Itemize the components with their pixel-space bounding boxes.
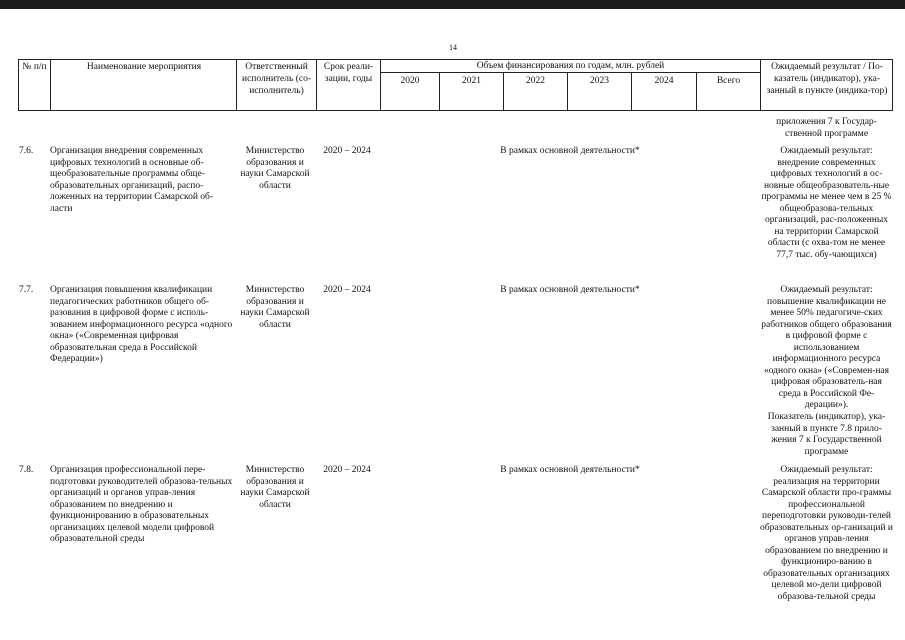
header-result: Ожидаемый результат / По-казатель (индикатор), ука-занный в пункте (индика-тор) xyxy=(766,62,888,96)
row-name: Организация повышения квалификации педагогических работников общего об-разования в цифровой форме с исполь-зованием информационного ресурса «одного окна» («Современная цифровая образовательная среда в Российской Федерации») xyxy=(50,285,233,364)
header-financing: Объем финансирования по годам, млн. рублей xyxy=(476,61,665,71)
row-term: 2020 – 2024 xyxy=(323,146,371,156)
row-financing: В рамках основной деятельности* xyxy=(500,285,640,295)
row-indicator: Показатель (индикатор), ука-занный в пункте 7.8 прило-жения 7 к Государственной программе xyxy=(767,412,886,457)
carryover-text: приложения 7 к Государ-ственной программе xyxy=(776,117,877,139)
header-term: Срок реали-зации, годы xyxy=(323,62,374,84)
header-year: 2020 xyxy=(400,76,420,86)
row-result: Ожидаемый результат: повышение квалификации не менее 50% педагогиче-ских работников общего образования в цифровой форме с использованием информационного ресурса «одного окна» («Современ-ная цифровая образователь-ная среда в Российской Фе-дерации»). xyxy=(761,285,892,410)
row-result: Ожидаемый результат: реализация на территории Самарской области про-граммы профессиональной переподготовки руководи-телей образовательных ор-ганизаций и органов управ-ления образованием по внедрению и функциониро-ванию в образовательных организациях целевой мо-дели цифровой образова-тельной среды xyxy=(760,465,893,602)
table-header xyxy=(18,59,893,111)
top-border-bar xyxy=(0,0,905,9)
row-name: Организация профессиональной пере-подготовки руководителей образова-тельных организаций и органов управ-ления образованием по внедрению и функционированию в образовательных организациях целевой модели цифровой образовательной среды xyxy=(50,465,233,544)
row-responsible: Министерство образования и науки Самарской области xyxy=(240,146,310,191)
column-divider xyxy=(50,60,51,110)
row-number: 7.7. xyxy=(19,285,34,295)
header-year: 2023 xyxy=(590,76,609,86)
row-financing: В рамках основной деятельности* xyxy=(500,146,640,156)
header-total: Всего xyxy=(716,76,741,86)
header-year: 2022 xyxy=(526,76,545,86)
row-responsible: Министерство образования и науки Самарской области xyxy=(240,465,310,510)
row-number: 7.6. xyxy=(19,146,34,156)
row-term: 2020 – 2024 xyxy=(323,285,371,295)
header-num: № п/п xyxy=(22,62,47,72)
header-responsible: Ответственный исполнитель (со-исполнитель) xyxy=(241,62,312,96)
page-number: 14 xyxy=(449,43,457,52)
financing-subdivider xyxy=(380,72,760,73)
header-year: 2021 xyxy=(462,76,481,86)
row-number: 7.8. xyxy=(19,465,34,475)
row-name: Организация внедрения современных цифровых технологий в основные об-щеобразовательные программы обще-образовательных организаций, распо-ложенных на территории Самарской об-ласти xyxy=(50,146,214,214)
row-result: Ожидаемый результат: внедрение современных цифровых технологий в ос-новные общеобразователь-ные программы не менее чем в 25 % общеобразова-тельных организаций, рас-положенных на территории Самарской области (с охва-том не менее 77,7 тыс. обу-чающихся) xyxy=(761,146,892,260)
row-financing: В рамках основной деятельности* xyxy=(500,465,640,475)
row-term: 2020 – 2024 xyxy=(323,465,371,475)
header-year: 2024 xyxy=(654,76,674,86)
row-responsible: Министерство образования и науки Самарской области xyxy=(240,285,310,330)
header-name: Наименование мероприятия xyxy=(86,62,202,72)
